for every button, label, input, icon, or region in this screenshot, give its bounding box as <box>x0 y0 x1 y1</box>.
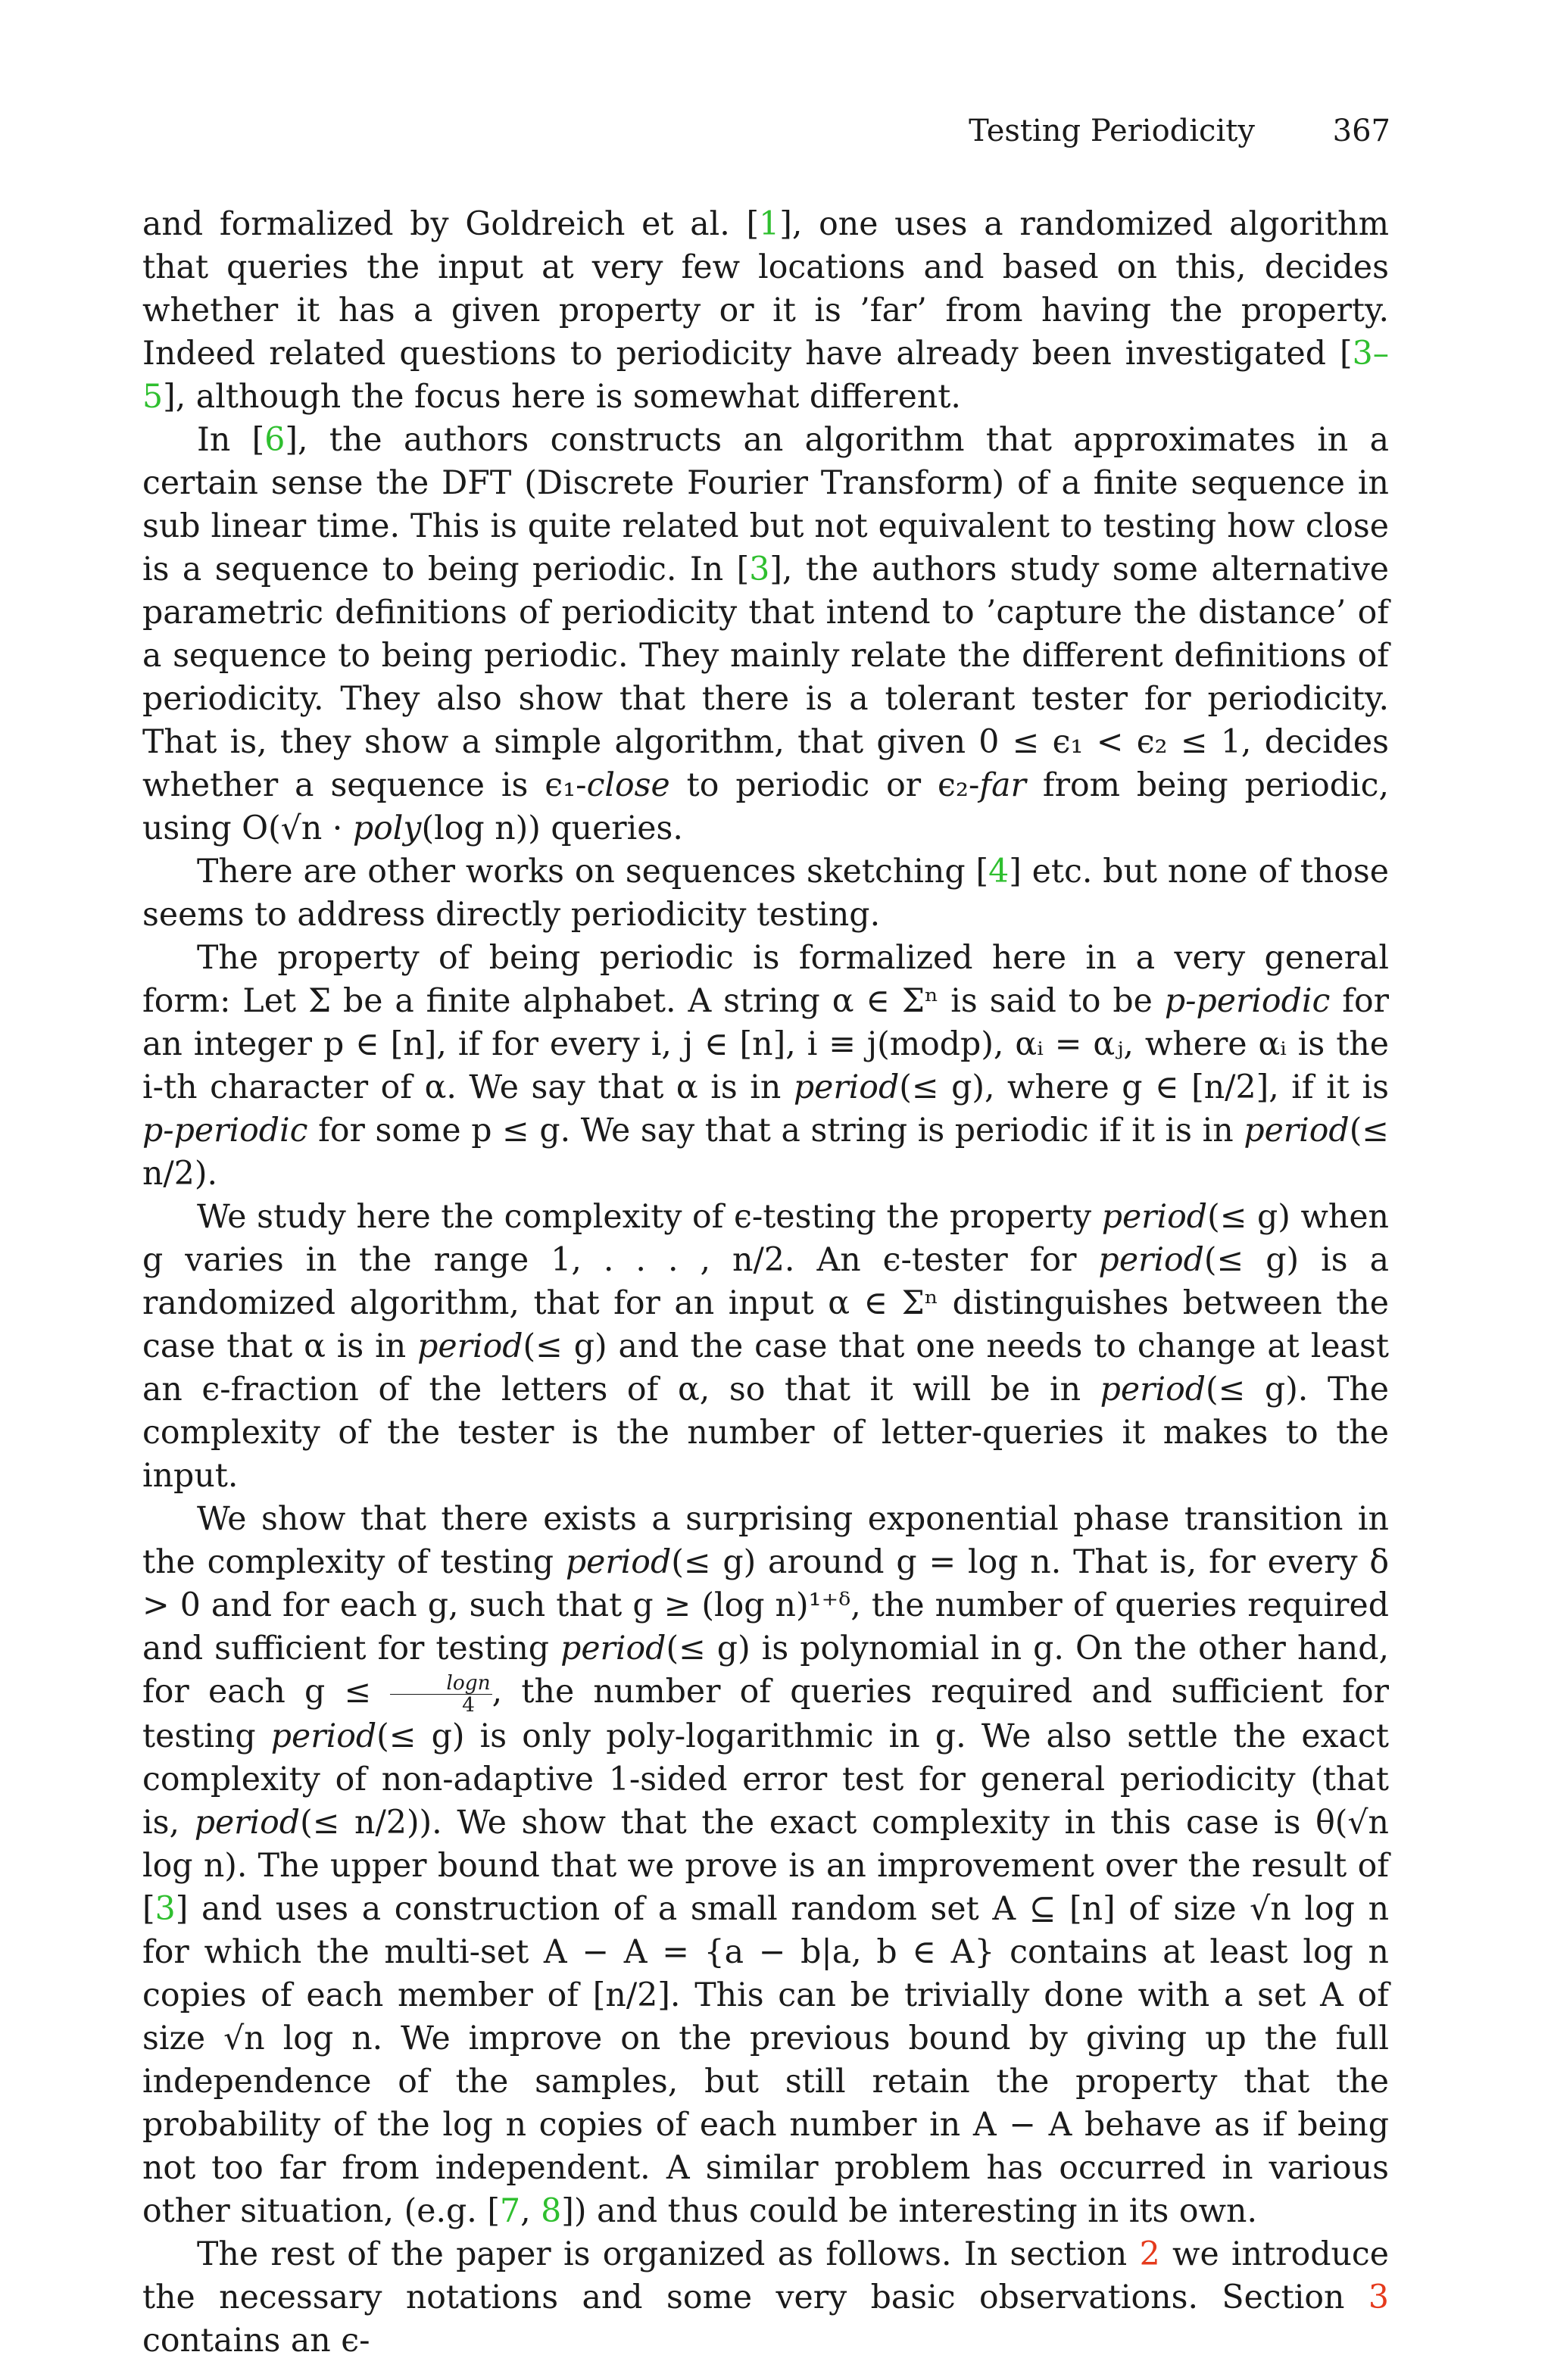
text-run: for an integer p ∈ [n], if for every i, j ∈ [n], i ≡ j(modp), αᵢ = αⱼ, where αᵢ is the i-th character of α. We say that α is in <box>142 982 1390 1106</box>
text-run: (≤ g) and the case that one needs to change at least an ϵ-fraction of the letters of α, so that it will be in <box>142 1327 1389 1408</box>
text-run: (≤ g) is a randomized algorithm, that for an input α ∈ Σⁿ distinguishes between the case that α is in <box>142 1241 1389 1365</box>
emphasis: period <box>793 1068 900 1106</box>
emphasis: period <box>1101 1198 1208 1236</box>
text-run: , <box>520 2192 541 2231</box>
paragraph-4 <box>142 937 1389 1196</box>
text-run: for some p ≤ g. We say that a string is periodic if it is in <box>307 1112 1244 1149</box>
text-run: (≤ g), where g ∈ [n/2], if it is <box>899 1068 1389 1106</box>
text-run: We show that there exists a surprising exponential phase transition in the complexity of testing <box>142 1500 1389 1581</box>
running-header <box>969 114 1390 148</box>
emphasis: period <box>194 1804 301 1842</box>
text-run: we introduce the necessary notations and some very basic observations. Section <box>142 2235 1389 2317</box>
paragraph-3 <box>142 850 1389 937</box>
text-run: There are other works on sequences sketching [ <box>197 853 989 891</box>
text-run: (≤ g). The complexity of the tester is the number of letter-queries it makes to the input. <box>142 1371 1390 1495</box>
citation-link[interactable]: 3 <box>154 1890 176 1929</box>
paragraph-2 <box>142 419 1389 850</box>
text-run: , the number of queries required and sufficient for testing <box>142 1673 1389 1756</box>
text-run: We study here the complexity of ϵ-testing the property <box>197 1198 1102 1236</box>
text-run: ], the authors study some alternative parametric definitions of periodicity that intend to ’capture the distance’ of a sequence to being periodic. They mainly relate the different definitions of periodicity. They also show that there is a tolerant tester for periodicity. That is, they show a simple algorithm, that given 0 ≤ ϵ₁ < ϵ₂ ≤ 1, decides whether a sequence is ϵ₁- <box>142 551 1389 804</box>
text-run: ] etc. but none of those seems to address directly periodicity testing. <box>142 853 1389 934</box>
citation-link[interactable]: 4 <box>988 853 1010 891</box>
emphasis: period <box>1100 1371 1206 1408</box>
text-run: (≤ n/2)). We show that the exact complexity in this case is θ(√n log n). The upper bound that we prove is an improvement over the result of [ <box>142 1804 1389 1929</box>
text-run: to periodic or ϵ₂- <box>669 766 980 804</box>
citation-link[interactable]: 7 <box>499 2192 521 2231</box>
section-link[interactable]: 3 <box>1368 2279 1389 2317</box>
text-run: ], although the focus here is somewhat different. <box>163 378 961 416</box>
text-run: In [ <box>197 421 265 459</box>
emphasis: poly <box>352 809 422 847</box>
text-run: The property of being periodic is formalized here in a very general form: Let Σ be a finite alphabet. A string α ∈ Σⁿ is said to be <box>142 939 1389 1020</box>
text-run: The rest of the paper is organized as follows. In section <box>197 2235 1140 2274</box>
emphasis: period <box>270 1717 377 1756</box>
text-run: (≤ g) is only poly-logarithmic in g. We also settle the exact complexity of non-adaptive 1-sided error test for general periodicity (that is, <box>142 1717 1389 1842</box>
emphasis: far <box>979 766 1026 804</box>
text-run: contains an ϵ- <box>142 2322 370 2360</box>
emphasis: p-periodic <box>142 1112 308 1149</box>
emphasis: period <box>1098 1241 1204 1279</box>
body-text <box>142 203 1389 2363</box>
text-run: (≤ g) when g varies in the range 1, . . . , n/2. An ϵ-tester for <box>142 1198 1389 1279</box>
text-run: (≤ n/2). <box>142 1112 1389 1193</box>
text-run: ] and uses a construction of a small random set A ⊆ [n] of size √n log n for which the multi-set A − A = {a − b|a, b ∈ A} contains at least log n copies of each member of [n/2]. This can be trivially done with a set A of size √n log n. We improve on the previous bound by giving up the full independence of the samples, but still retain the property that the probability of the log n copies of each number in A − A behave as if being not too far from independent. A similar problem has occurred in various other situation, (e.g. [ <box>142 1890 1389 2231</box>
text-run: (≤ g) is polynomial in g. On the other hand, for each g ≤ <box>142 1630 1390 1711</box>
section-link[interactable]: 2 <box>1139 2235 1160 2274</box>
fraction <box>390 1670 492 1717</box>
paragraph-7 <box>142 2233 1389 2363</box>
citation-link[interactable]: 3–5 <box>142 335 1389 416</box>
text-run: ], one uses a randomized algorithm that queries the input at very few locations and based on this, decides whether it has a given property or it is ’far’ from having the property. Indeed related questions to periodicity have already been investigated [ <box>142 205 1389 373</box>
fraction-denominator: 4 <box>462 1692 475 1717</box>
text-run: (≤ g) around g = log n. That is, for every δ > 0 and for each g, such that g ≥ (log n)¹⁺ᵟ, the number of queries required and sufficient for testing <box>142 1543 1390 1667</box>
paragraph-5 <box>142 1196 1389 1498</box>
citation-link[interactable]: 1 <box>759 205 780 243</box>
running-title: Testing Periodicity <box>969 114 1255 148</box>
citation-link[interactable]: 3 <box>749 551 770 588</box>
text-run: (log n)) queries. <box>421 809 683 847</box>
emphasis: period <box>417 1327 523 1365</box>
fraction-numerator: logn <box>390 1673 492 1695</box>
paragraph-1 <box>142 203 1389 419</box>
paragraph-6 <box>142 1498 1389 2233</box>
text-run: ], the authors constructs an algorithm that approximates in a certain sense the DFT (Discrete Fourier Transform) of a finite sequence in sub linear time. This is quite related but not equivalent to testing how close is a sequence to being periodic. In [ <box>142 421 1389 588</box>
text-run: and formalized by Goldreich et al. [ <box>142 205 760 243</box>
text-run: ]) and thus could be interesting in its own. <box>561 2192 1258 2231</box>
text-run: from being periodic, using O(√n · <box>142 766 1390 847</box>
citation-link[interactable]: 6 <box>264 421 286 459</box>
emphasis: period <box>560 1630 666 1667</box>
emphasis: period <box>565 1543 672 1581</box>
emphasis: period <box>1244 1112 1350 1149</box>
emphasis: p-periodic <box>1164 982 1331 1020</box>
page-number: 367 <box>1332 114 1390 148</box>
emphasis: close <box>586 766 670 804</box>
citation-link[interactable]: 8 <box>541 2192 562 2231</box>
